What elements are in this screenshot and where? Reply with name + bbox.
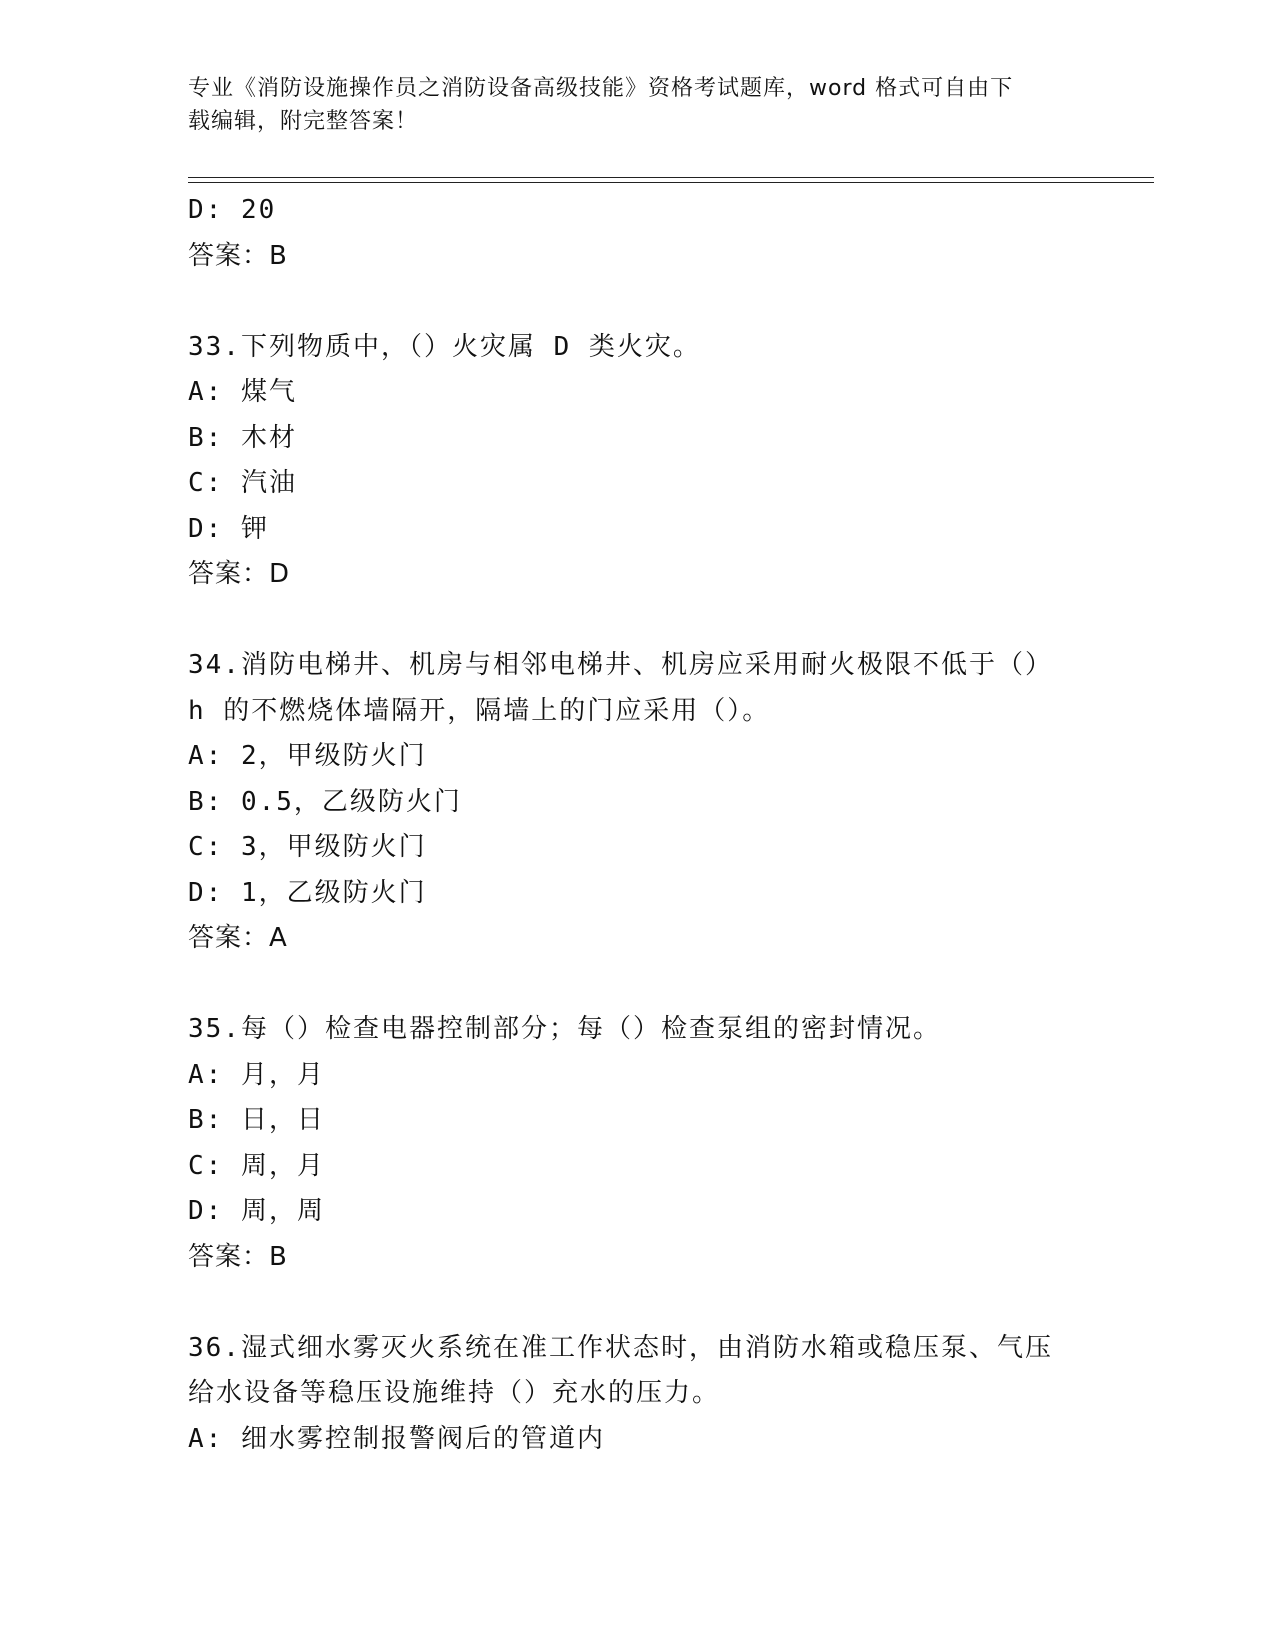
page-header [188, 72, 1068, 138]
option-c: C: 汽油 [188, 468, 297, 498]
question-stem: 35.每（）检查电器控制部分；每（）检查泵组的密封情况。 [188, 1014, 941, 1044]
option-b: B: 日，日 [188, 1105, 325, 1135]
answer-line: 答案：A [188, 923, 288, 953]
question-stem-line-1: 36.湿式细水雾灭火系统在准工作状态时，由消防水箱或稳压泵、气压 [188, 1332, 1053, 1363]
prev-option-d: D: 20 [188, 195, 277, 225]
question-36 [188, 1326, 1088, 1463]
header-divider-bottom [188, 182, 1154, 183]
header-divider-top [188, 177, 1154, 178]
option-b: B: 0.5，乙级防火门 [188, 786, 462, 817]
option-b: B: 木材 [188, 422, 297, 453]
option-d: D: 周，周 [188, 1196, 325, 1226]
question-stem-line-2: 给水设备等稳压设施维持（）充水的压力。 [188, 1378, 721, 1408]
option-c: C: 周，月 [188, 1150, 325, 1181]
answer-line: 答案：B [188, 1241, 288, 1272]
question-list [188, 188, 1088, 1462]
option-a: A: 煤气 [188, 377, 297, 407]
question-34 [188, 643, 1088, 962]
spacer [188, 1280, 1088, 1326]
question-stem-line-2: h 的不燃烧体墙隔开，隔墙上的门应采用（）。 [188, 695, 771, 726]
spacer [188, 962, 1088, 1008]
option-d: D: 1，乙级防火门 [188, 877, 427, 908]
option-a: A: 细水雾控制报警阀后的管道内 [188, 1423, 605, 1454]
header-line-1: 专业《消防设施操作员之消防设备高级技能》资格考试题库，word 格式可自由下 [188, 76, 1014, 101]
answer-line: 答案：D [188, 559, 291, 589]
spacer [188, 279, 1088, 325]
spacer [188, 598, 1088, 644]
question-stem-line-1: 34.消防电梯井、机房与相邻电梯井、机房应采用耐火极限不低于（） [188, 650, 1053, 680]
question-35 [188, 1007, 1088, 1280]
option-a: A: 2，甲级防火门 [188, 741, 427, 771]
question-33 [188, 325, 1088, 598]
option-a: A: 月，月 [188, 1059, 325, 1090]
prev-answer: 答案：B [188, 240, 288, 271]
option-c: C: 3，甲级防火门 [188, 832, 427, 862]
option-d: D: 钾 [188, 513, 269, 544]
question-stem: 33.下列物质中，（）火灾属 D 类火灾。 [188, 331, 701, 362]
header-line-2: 载编辑，附完整答案！ [188, 109, 419, 134]
